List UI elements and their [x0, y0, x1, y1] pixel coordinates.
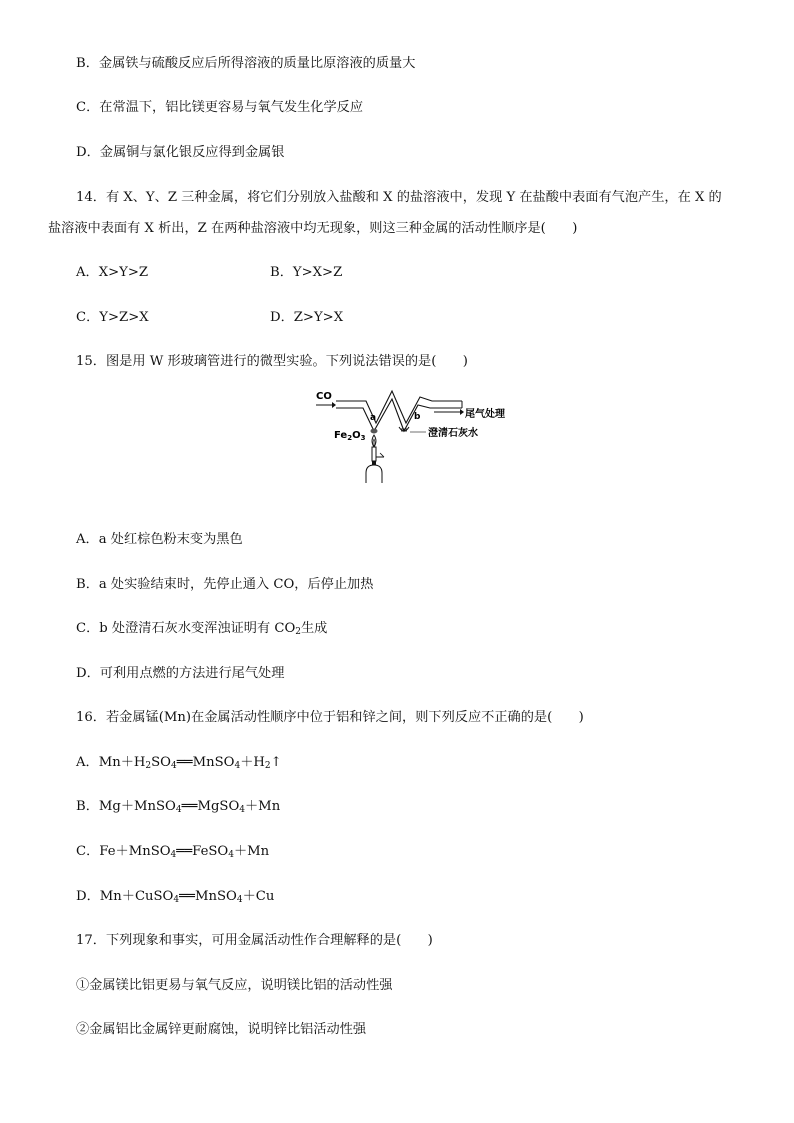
burner-stem [372, 447, 376, 461]
fe2o3-powder [371, 429, 378, 434]
q13-option-c: C．在常温下，铝比镁更容易与氧气发生化学反应 [76, 100, 364, 115]
co-arrow-head [332, 402, 336, 408]
q15-option-d: D．可利用点燃的方法进行尾气处理 [76, 666, 285, 681]
q15-option-c: C．b 处澄清石灰水变浑浊证明有 $CO_2$生成 [76, 621, 328, 637]
w-tube-inner [336, 399, 462, 431]
q14-option-c: C．Y>Z>X [76, 310, 149, 325]
q16-option-c: C．Fe＋MnSO$_4$══FeSO$_4$＋Mn [76, 844, 270, 860]
burner-valve [372, 461, 376, 465]
q14-option-a: A．X>Y>Z [76, 265, 149, 280]
q14-stem-line1: 14．有 X、Y、Z 三种金属，将它们分别放入盐酸和 X 的盐溶液中，发现 Y 在盐酸中表面有气泡产生，在 X 的 [76, 190, 722, 205]
q14-option-b: B．Y>X>Z [270, 265, 343, 280]
q17-item-1: ①金属镁比铝更易与氧气反应，说明镁比铝的活动性强 [76, 978, 393, 993]
flame-icon [372, 435, 376, 447]
q15-option-a: A．a 处红棕色粉末变为黑色 [76, 532, 243, 547]
q16-option-a: A．$Mn+H_2SO_4══MnSO_4+H_2↑$ [76, 755, 282, 771]
b-label: b [414, 412, 421, 422]
q16-stem: 16．若金属锰(Mn)在金属活动性顺序中位于铝和锌之间，则下列反应不正确的是( ) [76, 710, 584, 725]
q14-option-d: D．Z>Y>X [270, 310, 344, 325]
q16-option-b: B．Mg＋MnSO$_4$══MgSO$_4$＋Mn [76, 799, 281, 815]
q15-option-b: B．a 处实验结束时，先停止通入 CO，后停止加热 [76, 577, 374, 592]
q17-stem: 17．下列现象和事实，可用金属活动性作合理解释的是( ) [76, 933, 433, 948]
co-label: CO [316, 391, 332, 402]
w-tube-apparatus-figure [300, 383, 530, 493]
q14-stem-line2: 盐溶液中表面有 X 析出，Z 在两种盐溶液中均无现象，则这三种金属的活动性顺序是( ) [48, 221, 578, 236]
q13-option-b: B．金属铁与硫酸反应后所得溶液的质量比原溶液的质量大 [76, 56, 416, 71]
q16-option-d: D．Mn＋CuSO$_4$══MnSO$_4$＋Cu [76, 889, 275, 905]
q13-option-d: D．金属铜与氯化银反应得到金属银 [76, 145, 285, 160]
fe2o3-label: $Fe_2O_3$ [334, 430, 366, 442]
a-label: a [370, 413, 377, 423]
outlet-arrow-head [460, 409, 464, 415]
q15-stem: 15．图是用 W 形玻璃管进行的微型实验。下列说法错误的是( ) [76, 354, 468, 369]
q17-item-2: ②金属铝比金属锌更耐腐蚀，说明锌比铝活动性强 [76, 1022, 367, 1037]
alcohol-lamp-icon [366, 465, 382, 483]
tail-gas-label: 尾气处理 [465, 409, 505, 420]
limewater-label: 澄清石灰水 [428, 428, 478, 439]
